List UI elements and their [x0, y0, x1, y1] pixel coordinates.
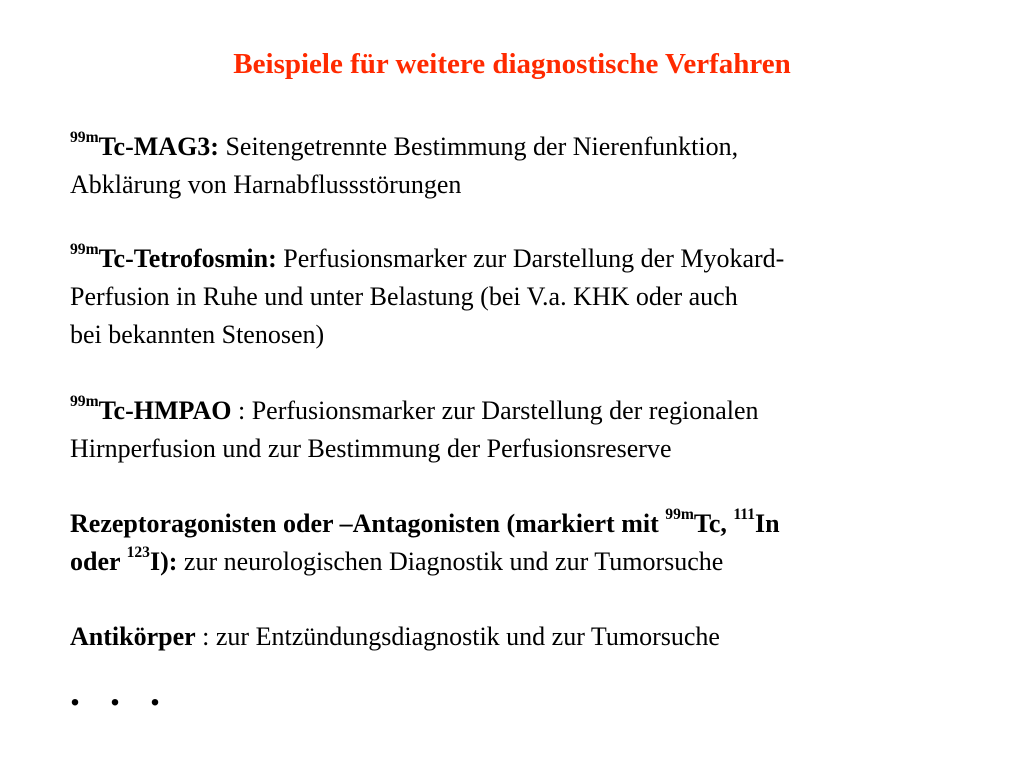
item-antikoerper-line1	[70, 618, 970, 656]
tracer-name: I):	[149, 547, 178, 576]
item-mag3-line2: Abklärung von Harnabflussstörungen	[70, 170, 462, 199]
description: Perfusionsmarker zur Darstellung der Myokard-	[276, 244, 785, 273]
isotope-label: 99m	[70, 240, 99, 258]
tracer-name: Antikörper	[70, 622, 196, 651]
item-hmpao	[70, 392, 970, 468]
item-mag3-line1	[70, 128, 970, 166]
tracer-name: Tc-MAG3:	[98, 132, 219, 161]
isotope-label: 123	[126, 543, 150, 561]
item-tetrofosmin	[70, 240, 970, 354]
item-rezeptor-line2	[70, 543, 970, 581]
isotope-label: 111	[733, 505, 756, 523]
description: : Perfusionsmarker zur Darstellung der regionalen	[231, 396, 759, 425]
tracer-name: Tc-Tetrofosmin:	[98, 244, 277, 273]
item-tetrofosmin-line2: Perfusion in Ruhe und unter Belastung (bei V.a. KHK oder auch	[70, 282, 738, 311]
item-tetrofosmin-line1	[70, 240, 970, 278]
tracer-name: Tc,	[693, 509, 734, 538]
tracer-name: oder	[70, 547, 127, 576]
item-tetrofosmin-line3: bei bekannten Stenosen)	[70, 320, 325, 349]
description: : zur Entzündungsdiagnostik und zur Tumorsuche	[195, 622, 720, 651]
tracer-name: Tc-HMPAO	[98, 396, 232, 425]
description: zur neurologischen Diagnostik und zur Tumorsuche	[177, 547, 724, 576]
isotope-label: 99m	[70, 128, 99, 146]
tracer-name: In	[755, 509, 780, 538]
ellipsis: . . .	[70, 669, 170, 714]
item-mag3	[70, 128, 970, 204]
isotope-label: 99m	[665, 505, 694, 523]
description: Seitengetrennte Bestimmung der Nierenfunktion,	[218, 132, 739, 161]
item-rezeptor-line1	[70, 505, 970, 543]
item-hmpao-line1	[70, 392, 970, 430]
isotope-label: 99m	[70, 392, 99, 410]
item-antikoerper	[70, 618, 970, 656]
item-hmpao-line2: Hirnperfusion und zur Bestimmung der Perfusionsreserve	[70, 434, 672, 463]
tracer-name: Rezeptoragonisten oder –Antagonisten (markiert mit	[70, 509, 666, 538]
slide-title: Beispiele für weitere diagnostische Verfahren	[233, 48, 791, 80]
item-rezeptor	[70, 505, 970, 581]
